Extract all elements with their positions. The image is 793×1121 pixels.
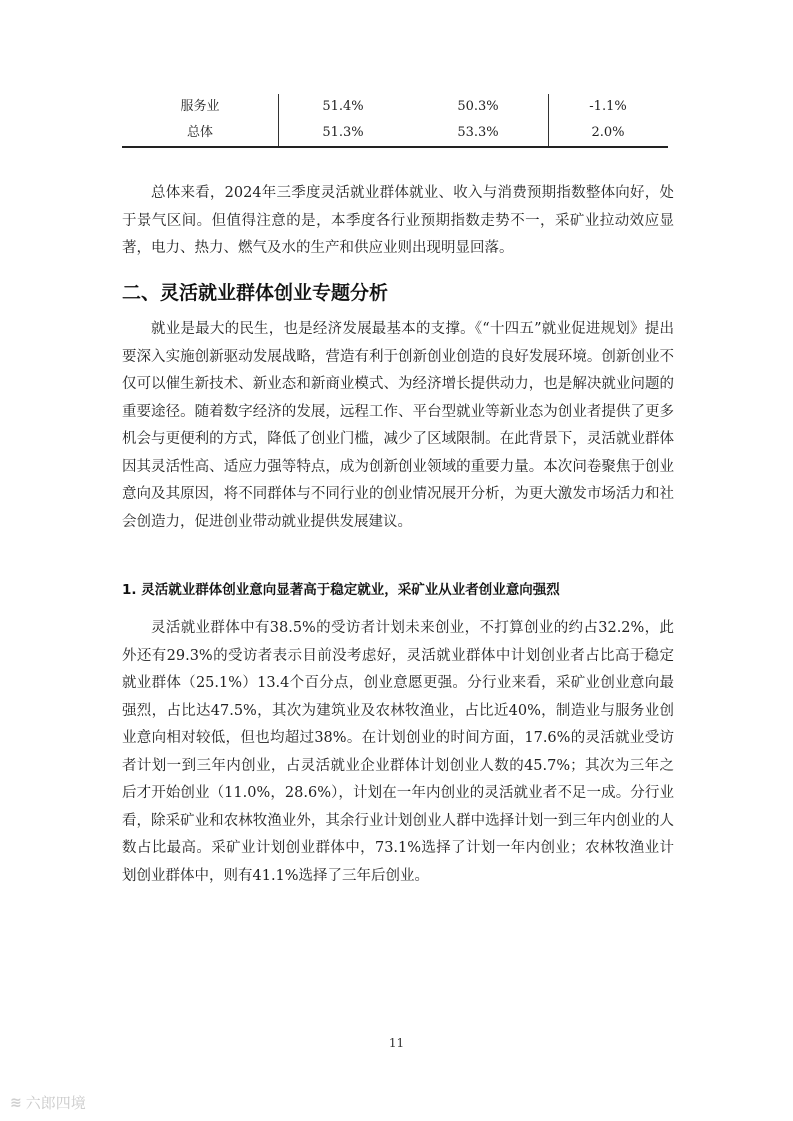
table-cell: 2.0%: [591, 125, 625, 140]
table-cell: 51.3%: [322, 125, 364, 140]
paragraph-findings: 灵活就业群体中有38.5%的受访者计划未来创业，不打算创业的约占32.2%，此外还有29.3%的受访者表示目前没考虑好，灵活就业群体中计划创业者占比高于稳定就业群体（25.1%）13.4个百分点，创业意愿更强。分行业来看，采矿业创业意向最强烈，占比达47.5%，其次为建筑业及农林牧渔业，占比近40%，制造业与服务业创业意向相对较低，但也均超过38%。在计划创业的时间方面，17.6%的灵活就业受访者计划一到三年内创业，占灵活就业企业群体计划创业人数的45.7%；其次为三年之后才开始创业（11.0%，28.6%），计划在一年内创业的灵活就业者不足一成。分行业看，除采矿业和农林牧渔业外，其余行业计划创业人群中选择计划一到三年内创业的人数占比最高。采矿业计划创业群体中，73.1%选择了计划一年内创业；农林牧渔业计划创业群体中，则有41.1%选择了三年后创业。: [122, 620, 674, 884]
table-row: [122, 94, 668, 120]
watermark-text: 六郎四境: [25, 1094, 86, 1112]
watermark: [10, 1092, 86, 1113]
table-column-divider: [278, 94, 279, 146]
data-table: [122, 94, 668, 146]
table-row: [122, 120, 668, 146]
table-cell: 50.3%: [457, 99, 499, 114]
table-cell: 服务业: [180, 99, 220, 114]
table-cell: 53.3%: [457, 125, 499, 140]
section-heading: 二、灵活就业群体创业专题分析: [122, 282, 389, 304]
table-cell: -1.1%: [589, 99, 627, 114]
watermark-logo-icon: ≋: [10, 1094, 22, 1111]
table-column-divider: [548, 94, 549, 146]
page-number: 11: [388, 1036, 405, 1050]
subsection-heading: 1. 灵活就业群体创业意向显著高于稳定就业，采矿业从业者创业意向强烈: [122, 582, 560, 598]
table-cell: 51.4%: [322, 99, 364, 114]
table-bottom-rule: [122, 146, 668, 148]
paragraph-intro: 就业是最大的民生，也是经济发展最基本的支撑。《“十四五”就业促进规划》提出要深入实施创新驱动发展战略，营造有利于创新创业创造的良好发展环境。创新创业不仅可以催生新技术、新业态和新商业模式、为经济增长提供动力，也是解决就业问题的重要途径。随着数字经济的发展，远程工作、平台型就业等新业态为创业者提供了更多机会与更便利的方式，降低了创业门槛，减少了区域限制。在此背景下，灵活就业群体因其灵活性高、适应力强等特点，成为创新创业领域的重要力量。本次问卷聚焦于创业意向及其原因，将不同群体与不同行业的创业情况展开分析，为更大激发市场活力和社会创造力，促进创业带动就业提供发展建议。: [122, 321, 674, 530]
paragraph-summary: 总体来看，2024年三季度灵活就业群体就业、收入与消费预期指数整体向好，处于景气区间。但值得注意的是，本季度各行业预期指数走势不一，采矿业拉动效应显著，电力、热力、燃气及水的生产和供应业则出现明显回落。: [122, 185, 674, 256]
table-cell: 总体: [186, 125, 213, 140]
